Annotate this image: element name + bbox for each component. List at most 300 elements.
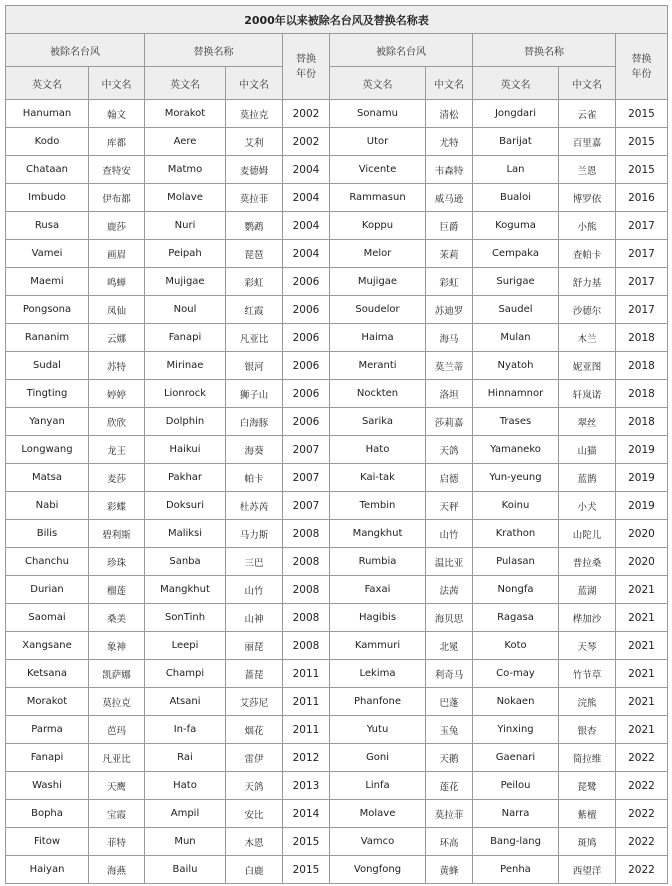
replacement-en-name-cell: Peilou <box>473 772 559 800</box>
year-header <box>616 34 668 100</box>
replacement-year-cell: 2018 <box>616 380 668 408</box>
table-header <box>6 6 668 100</box>
table-row <box>6 100 668 128</box>
replacement-zh-name-cell: 小犬 <box>559 492 616 520</box>
table-row <box>6 408 668 436</box>
replacement-en-name-cell: Noul <box>145 296 226 324</box>
replacement-en-name-cell: Peipah <box>145 240 226 268</box>
removed-zh-name-cell: 莫兰蒂 <box>426 352 473 380</box>
removed-en-name-cell: Mangkhut <box>330 520 426 548</box>
removed-en-name-cell: Tingting <box>6 380 89 408</box>
replacement-zh-name-cell: 西望洋 <box>559 856 616 884</box>
replacement-zh-name-cell: 莫拉菲 <box>226 184 283 212</box>
removed-en-name-cell: Vamei <box>6 240 89 268</box>
zh-name-header: 中文名 <box>426 67 473 100</box>
replacement-en-name-cell: Hato <box>145 772 226 800</box>
replacement-en-name-cell: Jongdari <box>473 100 559 128</box>
removed-zh-name-cell: 海燕 <box>89 856 145 884</box>
replacement-year-cell: 2004 <box>283 240 330 268</box>
table-row <box>6 800 668 828</box>
replacement-en-name-cell: Koto <box>473 632 559 660</box>
replacement-year-cell: 2006 <box>283 380 330 408</box>
replacement-en-name-cell: Nyatoh <box>473 352 559 380</box>
table-row <box>6 296 668 324</box>
replacement-zh-name-cell: 山陀儿 <box>559 520 616 548</box>
removed-en-name-cell: Lekima <box>330 660 426 688</box>
removed-en-name-cell: Hagibis <box>330 604 426 632</box>
table-row <box>6 828 668 856</box>
replacement-year-cell: 2011 <box>283 716 330 744</box>
table-row <box>6 184 668 212</box>
replacement-zh-name-cell: 沙德尔 <box>559 296 616 324</box>
removed-en-name-cell: Utor <box>330 128 426 156</box>
replacement-en-name-cell: Gaenari <box>473 744 559 772</box>
replacement-year-cell: 2002 <box>283 100 330 128</box>
en-name-header: 英文名 <box>145 67 226 100</box>
replacement-zh-name-cell: 翠丝 <box>559 408 616 436</box>
replacement-year-cell: 2011 <box>283 660 330 688</box>
table-body <box>6 100 668 884</box>
replacement-en-name-cell: Koinu <box>473 492 559 520</box>
replacement-zh-name-cell: 紫檀 <box>559 800 616 828</box>
removed-zh-name-cell: 象神 <box>89 632 145 660</box>
table-row <box>6 660 668 688</box>
removed-zh-name-cell: 龙王 <box>89 436 145 464</box>
replacement-zh-name-cell: 麦德姆 <box>226 156 283 184</box>
replacement-zh-name-cell: 舒力基 <box>559 268 616 296</box>
table-row <box>6 380 668 408</box>
removed-en-name-cell: Morakot <box>6 688 89 716</box>
replacement-zh-name-cell: 蓝湖 <box>559 576 616 604</box>
removed-en-name-cell: Matsa <box>6 464 89 492</box>
replacement-en-name-cell: Sanba <box>145 548 226 576</box>
replacement-en-name-cell: Leepi <box>145 632 226 660</box>
replacement-year-cell: 2015 <box>616 156 668 184</box>
replacement-en-name-cell: Pakhar <box>145 464 226 492</box>
replacement-en-name-cell: Saudel <box>473 296 559 324</box>
replacement-group-header: 替换名称 <box>473 34 616 67</box>
replacement-zh-name-cell: 木兰 <box>559 324 616 352</box>
replacement-zh-name-cell: 烟花 <box>226 716 283 744</box>
removed-en-name-cell: Chanchu <box>6 548 89 576</box>
removed-zh-name-cell: 天秤 <box>426 492 473 520</box>
removed-en-name-cell: Imbudo <box>6 184 89 212</box>
replacement-year-cell: 2018 <box>616 324 668 352</box>
removed-en-name-cell: Kodo <box>6 128 89 156</box>
table-row <box>6 856 668 884</box>
replacement-zh-name-cell: 白鹿 <box>226 856 283 884</box>
replacement-zh-name-cell: 木恩 <box>226 828 283 856</box>
retired-typhoon-names-table <box>5 5 668 884</box>
replacement-zh-name-cell: 雷伊 <box>226 744 283 772</box>
removed-zh-name-cell: 翰文 <box>89 100 145 128</box>
replacement-en-name-cell: Co-may <box>473 660 559 688</box>
replacement-year-cell: 2008 <box>283 604 330 632</box>
removed-zh-name-cell: 环高 <box>426 828 473 856</box>
replacement-zh-name-cell: 浣熊 <box>559 688 616 716</box>
replacement-zh-name-cell: 杜苏芮 <box>226 492 283 520</box>
removed-zh-name-cell: 菲特 <box>89 828 145 856</box>
removed-en-name-cell: Durian <box>6 576 89 604</box>
table-row <box>6 548 668 576</box>
removed-zh-name-cell: 凯萨娜 <box>89 660 145 688</box>
removed-zh-name-cell: 天鹰 <box>89 772 145 800</box>
removed-en-name-cell: Tembin <box>330 492 426 520</box>
replacement-year-cell: 2021 <box>616 604 668 632</box>
replacement-year-cell: 2004 <box>283 184 330 212</box>
removed-zh-name-cell: 洛坦 <box>426 380 473 408</box>
replacement-zh-name-cell: 斑鸠 <box>559 828 616 856</box>
replacement-en-name-cell: Koguma <box>473 212 559 240</box>
replacement-en-name-cell: Morakot <box>145 100 226 128</box>
removed-zh-name-cell: 海贝思 <box>426 604 473 632</box>
removed-en-name-cell: Maemi <box>6 268 89 296</box>
removed-zh-name-cell: 宝霞 <box>89 800 145 828</box>
table-row <box>6 128 668 156</box>
replacement-zh-name-cell: 百里嘉 <box>559 128 616 156</box>
removed-en-name-cell: Soudelor <box>330 296 426 324</box>
replacement-zh-name-cell: 桦加沙 <box>559 604 616 632</box>
table-row <box>6 268 668 296</box>
removed-en-name-cell: Rumbia <box>330 548 426 576</box>
replacement-zh-name-cell: 天鸽 <box>226 772 283 800</box>
replacement-year-cell: 2019 <box>616 464 668 492</box>
removed-en-name-cell: Rusa <box>6 212 89 240</box>
replacement-zh-name-cell: 普拉桑 <box>559 548 616 576</box>
replacement-year-cell: 2021 <box>616 576 668 604</box>
replacement-en-name-cell: Molave <box>145 184 226 212</box>
replacement-zh-name-cell: 银杏 <box>559 716 616 744</box>
en-name-header: 英文名 <box>473 67 559 100</box>
removed-en-name-cell: Chataan <box>6 156 89 184</box>
removed-zh-name-cell: 尤特 <box>426 128 473 156</box>
en-name-header: 英文名 <box>330 67 426 100</box>
replacement-zh-name-cell: 艾莎尼 <box>226 688 283 716</box>
replacement-year-cell: 2008 <box>283 576 330 604</box>
removed-zh-name-cell: 婷婷 <box>89 380 145 408</box>
table-row <box>6 688 668 716</box>
removed-en-name-cell: Haiyan <box>6 856 89 884</box>
removed-en-name-cell: Phanfone <box>330 688 426 716</box>
table-row <box>6 604 668 632</box>
replacement-year-cell: 2022 <box>616 800 668 828</box>
table-row <box>6 464 668 492</box>
removed-zh-name-cell: 鸣蝉 <box>89 268 145 296</box>
removed-en-name-cell: Sonamu <box>330 100 426 128</box>
removed-zh-name-cell: 韦森特 <box>426 156 473 184</box>
removed-en-name-cell: Sudal <box>6 352 89 380</box>
replacement-year-cell: 2022 <box>616 856 668 884</box>
replacement-zh-name-cell: 博罗依 <box>559 184 616 212</box>
replacement-year-cell: 2022 <box>616 772 668 800</box>
removed-en-name-cell: Molave <box>330 800 426 828</box>
removed-zh-name-cell: 桑美 <box>89 604 145 632</box>
replacement-zh-name-cell: 三巴 <box>226 548 283 576</box>
replacement-zh-name-cell: 马力斯 <box>226 520 283 548</box>
replacement-en-name-cell: In-fa <box>145 716 226 744</box>
zh-name-header: 中文名 <box>559 67 616 100</box>
replacement-year-cell: 2021 <box>616 660 668 688</box>
removed-zh-name-cell: 芭玛 <box>89 716 145 744</box>
replacement-year-cell: 2017 <box>616 296 668 324</box>
replacement-zh-name-cell: 丽琵 <box>226 632 283 660</box>
removed-en-name-cell: Xangsane <box>6 632 89 660</box>
replacement-zh-name-cell: 竹节草 <box>559 660 616 688</box>
replacement-en-name-cell: Mulan <box>473 324 559 352</box>
replacement-year-cell: 2004 <box>283 156 330 184</box>
replacement-en-name-cell: Ampil <box>145 800 226 828</box>
replacement-zh-name-cell: 云雀 <box>559 100 616 128</box>
removed-zh-name-cell: 巨爵 <box>426 212 473 240</box>
removed-zh-name-cell: 茉莉 <box>426 240 473 268</box>
replacement-year-cell: 2007 <box>283 492 330 520</box>
removed-en-name-cell: Pongsona <box>6 296 89 324</box>
removed-zh-name-cell: 鹿莎 <box>89 212 145 240</box>
replacement-zh-name-cell: 帕卡 <box>226 464 283 492</box>
replacement-year-cell: 2022 <box>616 828 668 856</box>
replacement-en-name-cell: Trases <box>473 408 559 436</box>
replacement-zh-name-cell: 莫拉克 <box>226 100 283 128</box>
removed-zh-name-cell: 伊布都 <box>89 184 145 212</box>
replacement-en-name-cell: Mujigae <box>145 268 226 296</box>
removed-en-name-cell: Vamco <box>330 828 426 856</box>
replacement-en-name-cell: Champi <box>145 660 226 688</box>
replacement-zh-name-cell: 银河 <box>226 352 283 380</box>
removed-zh-name-cell: 莲花 <box>426 772 473 800</box>
replacement-en-name-cell: Maliksi <box>145 520 226 548</box>
year-header-label: 替换年份 <box>296 53 316 80</box>
removed-en-name-cell: Yanyan <box>6 408 89 436</box>
replacement-en-name-cell: Dolphin <box>145 408 226 436</box>
replacement-zh-name-cell: 狮子山 <box>226 380 283 408</box>
replacement-en-name-cell: Penha <box>473 856 559 884</box>
removed-zh-name-cell: 巴蓬 <box>426 688 473 716</box>
removed-en-name-cell: Haima <box>330 324 426 352</box>
replacement-year-cell: 2022 <box>616 744 668 772</box>
removed-en-name-cell: Meranti <box>330 352 426 380</box>
replacement-en-name-cell: Narra <box>473 800 559 828</box>
removed-zh-name-cell: 莫拉克 <box>89 688 145 716</box>
replacement-zh-name-cell: 简拉维 <box>559 744 616 772</box>
removed-zh-name-cell: 碧利斯 <box>89 520 145 548</box>
replacement-year-cell: 2012 <box>283 744 330 772</box>
replacement-zh-name-cell: 蓝鹊 <box>559 464 616 492</box>
year-header-label: 替换年份 <box>631 53 652 80</box>
replacement-year-cell: 2015 <box>616 128 668 156</box>
removed-en-name-cell: Bopha <box>6 800 89 828</box>
replacement-zh-name-cell: 蔷琵 <box>226 660 283 688</box>
replacement-en-name-cell: Doksuri <box>145 492 226 520</box>
removed-en-name-cell: Vongfong <box>330 856 426 884</box>
removed-zh-name-cell: 玉兔 <box>426 716 473 744</box>
zh-name-header: 中文名 <box>89 67 145 100</box>
removed-en-name-cell: Vicente <box>330 156 426 184</box>
removed-zh-name-cell: 天鸽 <box>426 436 473 464</box>
removed-en-name-cell: Fitow <box>6 828 89 856</box>
replacement-zh-name-cell: 琵鹭 <box>559 772 616 800</box>
replacement-en-name-cell: Krathon <box>473 520 559 548</box>
removed-zh-name-cell: 彩虹 <box>426 268 473 296</box>
removed-zh-name-cell: 库都 <box>89 128 145 156</box>
replacement-en-name-cell: Ragasa <box>473 604 559 632</box>
replacement-year-cell: 2013 <box>283 772 330 800</box>
removed-zh-name-cell: 欣欣 <box>89 408 145 436</box>
removed-zh-name-cell: 利奇马 <box>426 660 473 688</box>
replacement-year-cell: 2021 <box>616 632 668 660</box>
replacement-year-cell: 2002 <box>283 128 330 156</box>
replacement-en-name-cell: Yun-yeung <box>473 464 559 492</box>
replacement-year-cell: 2019 <box>616 492 668 520</box>
removed-en-name-cell: Rammasun <box>330 184 426 212</box>
replacement-year-cell: 2006 <box>283 268 330 296</box>
replacement-zh-name-cell: 艾利 <box>226 128 283 156</box>
replacement-en-name-cell: Bang-lang <box>473 828 559 856</box>
removed-en-name-cell: Kammuri <box>330 632 426 660</box>
removed-en-name-cell: Mujigae <box>330 268 426 296</box>
removed-en-name-cell: Hanuman <box>6 100 89 128</box>
replacement-en-name-cell: Hinnamnor <box>473 380 559 408</box>
removed-en-name-cell: Goni <box>330 744 426 772</box>
removed-zh-name-cell: 法茜 <box>426 576 473 604</box>
replacement-en-name-cell: Barijat <box>473 128 559 156</box>
removed-en-name-cell: Fanapi <box>6 744 89 772</box>
replacement-year-cell: 2017 <box>616 240 668 268</box>
replacement-zh-name-cell: 凡亚比 <box>226 324 283 352</box>
replacement-zh-name-cell: 琵琶 <box>226 240 283 268</box>
replacement-en-name-cell: Surigae <box>473 268 559 296</box>
typhoon-table-container <box>5 5 668 884</box>
replacement-en-name-cell: Nokaen <box>473 688 559 716</box>
table-row <box>6 716 668 744</box>
table-row <box>6 240 668 268</box>
replacement-en-name-cell: Bualoi <box>473 184 559 212</box>
removed-en-name-cell: Rananim <box>6 324 89 352</box>
en-name-header: 英文名 <box>6 67 89 100</box>
replacement-year-cell: 2017 <box>616 268 668 296</box>
removed-zh-name-cell: 榴莲 <box>89 576 145 604</box>
table-row <box>6 576 668 604</box>
replacement-en-name-cell: Nongfa <box>473 576 559 604</box>
removed-en-name-cell: Nabi <box>6 492 89 520</box>
replacement-en-name-cell: Haikui <box>145 436 226 464</box>
table-row <box>6 212 668 240</box>
table-row <box>6 156 668 184</box>
removed-zh-name-cell: 麦莎 <box>89 464 145 492</box>
removed-en-name-cell: Nockten <box>330 380 426 408</box>
replacement-zh-name-cell: 山竹 <box>226 576 283 604</box>
replacement-year-cell: 2018 <box>616 408 668 436</box>
replacement-zh-name-cell: 兰恩 <box>559 156 616 184</box>
replacement-year-cell: 2006 <box>283 408 330 436</box>
replacement-en-name-cell: Mangkhut <box>145 576 226 604</box>
replacement-en-name-cell: Mirinae <box>145 352 226 380</box>
replacement-zh-name-cell: 白海豚 <box>226 408 283 436</box>
replacement-year-cell: 2016 <box>616 184 668 212</box>
replacement-en-name-cell: SonTinh <box>145 604 226 632</box>
removed-zh-name-cell: 清松 <box>426 100 473 128</box>
removed-en-name-cell: Washi <box>6 772 89 800</box>
removed-zh-name-cell: 莫拉菲 <box>426 800 473 828</box>
removed-zh-name-cell: 云娜 <box>89 324 145 352</box>
replacement-year-cell: 2006 <box>283 296 330 324</box>
removed-zh-name-cell: 黄蜂 <box>426 856 473 884</box>
removed-zh-name-cell: 凤仙 <box>89 296 145 324</box>
replacement-year-cell: 2021 <box>616 688 668 716</box>
replacement-year-cell: 2004 <box>283 212 330 240</box>
replacement-year-cell: 2019 <box>616 436 668 464</box>
removed-en-name-cell: Bilis <box>6 520 89 548</box>
replacement-zh-name-cell: 彩虹 <box>226 268 283 296</box>
table-row <box>6 352 668 380</box>
replacement-zh-name-cell: 安比 <box>226 800 283 828</box>
replacement-zh-name-cell: 轩岚诺 <box>559 380 616 408</box>
replacement-en-name-cell: Matmo <box>145 156 226 184</box>
replacement-en-name-cell: Yinxing <box>473 716 559 744</box>
replacement-year-cell: 2015 <box>616 100 668 128</box>
replacement-year-cell: 2014 <box>283 800 330 828</box>
removed-zh-name-cell: 天鹅 <box>426 744 473 772</box>
replacement-year-cell: 2011 <box>283 688 330 716</box>
removed-zh-name-cell: 彩蝶 <box>89 492 145 520</box>
replacement-year-cell: 2018 <box>616 352 668 380</box>
replacement-en-name-cell: Yamaneko <box>473 436 559 464</box>
table-title: 2000年以来被除名台风及替换名称表 <box>6 6 668 34</box>
removed-group-header: 被除名台风 <box>6 34 145 67</box>
removed-zh-name-cell: 启德 <box>426 464 473 492</box>
removed-en-name-cell: Sarika <box>330 408 426 436</box>
replacement-year-cell: 2015 <box>283 856 330 884</box>
replacement-zh-name-cell: 小熊 <box>559 212 616 240</box>
replacement-en-name-cell: Bailu <box>145 856 226 884</box>
removed-zh-name-cell: 莎莉嘉 <box>426 408 473 436</box>
removed-en-name-cell: Melor <box>330 240 426 268</box>
replacement-zh-name-cell: 山猫 <box>559 436 616 464</box>
table-row <box>6 744 668 772</box>
table-row <box>6 324 668 352</box>
removed-zh-name-cell: 山竹 <box>426 520 473 548</box>
year-header <box>283 34 330 100</box>
replacement-year-cell: 2007 <box>283 464 330 492</box>
replacement-zh-name-cell: 妮亚图 <box>559 352 616 380</box>
zh-name-header: 中文名 <box>226 67 283 100</box>
replacement-zh-name-cell: 鹦鹉 <box>226 212 283 240</box>
removed-zh-name-cell: 凡亚比 <box>89 744 145 772</box>
removed-en-name-cell: Longwang <box>6 436 89 464</box>
table-row <box>6 436 668 464</box>
removed-en-name-cell: Faxai <box>330 576 426 604</box>
removed-zh-name-cell: 威马逊 <box>426 184 473 212</box>
replacement-year-cell: 2007 <box>283 436 330 464</box>
removed-group-header: 被除名台风 <box>330 34 473 67</box>
removed-en-name-cell: Kai-tak <box>330 464 426 492</box>
removed-zh-name-cell: 苏特 <box>89 352 145 380</box>
replacement-year-cell: 2008 <box>283 632 330 660</box>
replacement-en-name-cell: Mun <box>145 828 226 856</box>
replacement-zh-name-cell: 海葵 <box>226 436 283 464</box>
replacement-zh-name-cell: 山神 <box>226 604 283 632</box>
replacement-year-cell: 2008 <box>283 520 330 548</box>
replacement-en-name-cell: Cempaka <box>473 240 559 268</box>
replacement-en-name-cell: Pulasan <box>473 548 559 576</box>
removed-en-name-cell: Koppu <box>330 212 426 240</box>
removed-en-name-cell: Linfa <box>330 772 426 800</box>
removed-zh-name-cell: 查特安 <box>89 156 145 184</box>
replacement-en-name-cell: Fanapi <box>145 324 226 352</box>
table-row <box>6 492 668 520</box>
replacement-year-cell: 2006 <box>283 324 330 352</box>
replacement-group-header: 替换名称 <box>145 34 283 67</box>
removed-zh-name-cell: 海马 <box>426 324 473 352</box>
